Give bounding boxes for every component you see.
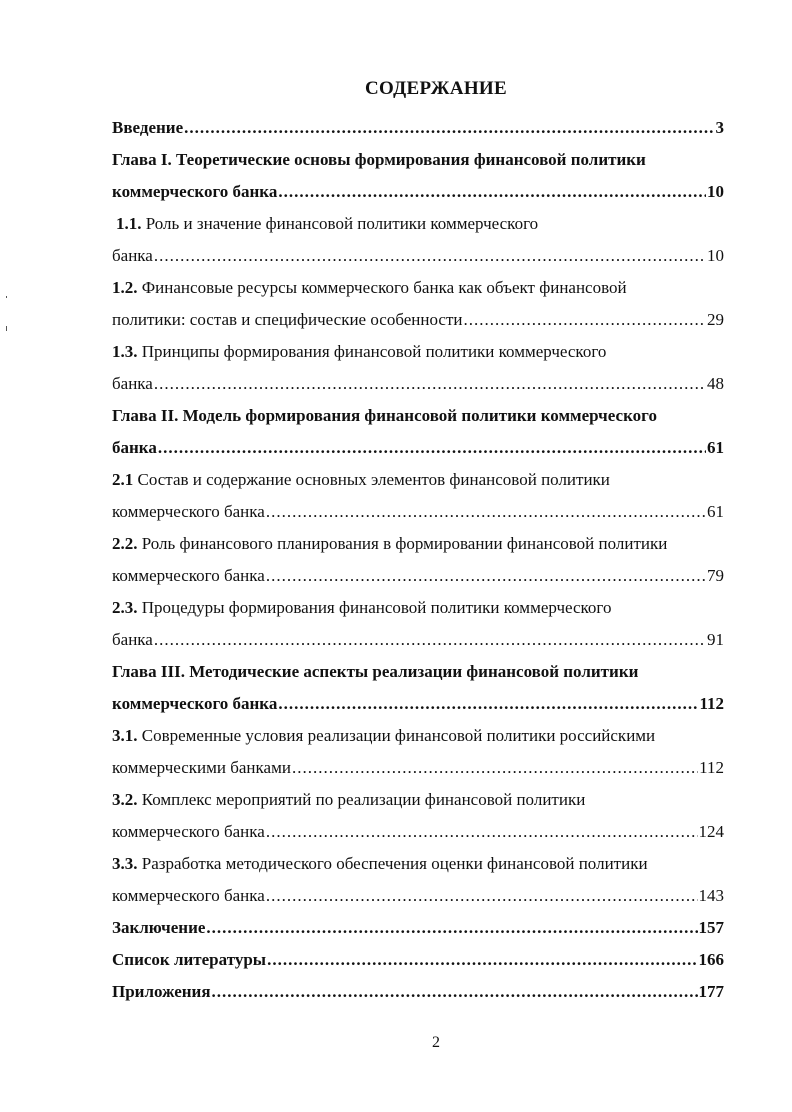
toc-dot-leader bbox=[154, 368, 706, 400]
toc-entry bbox=[112, 304, 724, 336]
toc-dot-leader bbox=[278, 688, 698, 720]
toc-entry-text: коммерческого банка bbox=[112, 502, 265, 521]
toc-entry-text: Процедуры формирования финансовой политики коммерческого bbox=[137, 598, 612, 617]
toc-page-number: 3 bbox=[715, 118, 724, 137]
margin-mark bbox=[6, 326, 7, 331]
toc-entry-text: Роль и значение финансовой политики коммерческого bbox=[141, 214, 539, 233]
table-of-contents bbox=[112, 112, 724, 1008]
toc-entry bbox=[112, 560, 724, 592]
toc-page-number: 112 bbox=[699, 694, 724, 713]
toc-page-number: 91 bbox=[707, 630, 724, 649]
toc-page-number: 29 bbox=[707, 310, 724, 329]
toc-page-number: 10 bbox=[707, 182, 724, 201]
toc-entry-text: банка bbox=[112, 438, 157, 457]
toc-dot-leader bbox=[154, 624, 706, 656]
toc-section-number: 2.3. bbox=[112, 598, 138, 617]
toc-leader-line bbox=[112, 496, 724, 528]
toc-section-number: 1.2. bbox=[112, 278, 138, 297]
toc-entry bbox=[112, 240, 724, 272]
toc-leader-line bbox=[112, 304, 724, 336]
toc-entry-text: банка bbox=[112, 374, 153, 393]
toc-entry bbox=[112, 752, 724, 784]
toc-entry bbox=[112, 368, 724, 400]
toc-entry bbox=[112, 624, 724, 656]
toc-dot-leader bbox=[206, 912, 697, 944]
toc-section-number: 2.1 bbox=[112, 470, 134, 489]
toc-entry-text: Финансовые ресурсы коммерческого банка как объект финансовой bbox=[137, 278, 627, 297]
toc-dot-leader bbox=[266, 560, 706, 592]
toc-page-number: 61 bbox=[707, 502, 724, 521]
toc-dot-leader bbox=[184, 112, 714, 144]
toc-leader-line bbox=[112, 816, 724, 848]
toc-leader-line bbox=[112, 752, 724, 784]
toc-entry-text: Роль финансового планирования в формировании финансовой политики bbox=[137, 534, 668, 553]
toc-dot-leader bbox=[154, 240, 706, 272]
toc-entry-text: Глава III. Методические аспекты реализации финансовой политики bbox=[112, 662, 639, 681]
toc-dot-leader bbox=[212, 976, 698, 1008]
toc-section-number: 3.1. bbox=[112, 726, 138, 745]
toc-leader-line bbox=[112, 880, 724, 912]
toc-entry-text: Список литературы bbox=[112, 950, 267, 969]
toc-entry bbox=[112, 816, 724, 848]
toc-entry-text: Глава I. Теоретические основы формирования финансовой политики bbox=[112, 150, 646, 169]
toc-leader-line bbox=[112, 240, 724, 272]
margin-mark bbox=[6, 296, 7, 298]
toc-leader-line bbox=[112, 912, 724, 944]
toc-entry bbox=[112, 720, 724, 752]
toc-page-number: 112 bbox=[699, 758, 724, 777]
toc-section-number: 3.2. bbox=[112, 790, 138, 809]
toc-entry bbox=[112, 912, 724, 944]
toc-page-number: 48 bbox=[707, 374, 724, 393]
toc-leader-line bbox=[112, 112, 724, 144]
toc-leader-line bbox=[112, 688, 724, 720]
toc-dot-leader bbox=[266, 880, 698, 912]
toc-entry-text: Состав и содержание основных элементов финансовой политики bbox=[133, 470, 610, 489]
toc-leader-line bbox=[112, 624, 724, 656]
toc-entry-text: Современные условия реализации финансовой политики российскими bbox=[137, 726, 656, 745]
toc-section-number: 1.3. bbox=[112, 342, 138, 361]
toc-page-number: 177 bbox=[698, 982, 724, 1001]
toc-leader-line bbox=[112, 976, 724, 1008]
toc-dot-leader bbox=[266, 496, 706, 528]
toc-entry-text: Комплекс мероприятий по реализации финансовой политики bbox=[137, 790, 586, 809]
toc-entry-text: коммерческого банка bbox=[112, 566, 265, 585]
toc-page-number: 157 bbox=[698, 918, 724, 937]
toc-entry bbox=[112, 944, 724, 976]
toc-entry bbox=[112, 656, 724, 688]
toc-section-number: 1.1. bbox=[116, 214, 142, 233]
toc-entry-text: банка bbox=[112, 246, 153, 265]
toc-entry-text: Глава II. Модель формирования финансовой политики коммерческого bbox=[112, 406, 657, 425]
toc-leader-line bbox=[112, 432, 724, 464]
toc-entry bbox=[112, 208, 724, 240]
toc-page-number: 79 bbox=[707, 566, 724, 585]
toc-page-number: 166 bbox=[698, 950, 724, 969]
toc-title: СОДЕРЖАНИЕ bbox=[365, 78, 507, 99]
toc-leader-line bbox=[112, 944, 724, 976]
toc-entry-text: банка bbox=[112, 630, 153, 649]
toc-page-number: 124 bbox=[698, 822, 724, 841]
toc-entry bbox=[112, 528, 724, 560]
toc-leader-line bbox=[112, 560, 724, 592]
toc-entry bbox=[112, 144, 724, 176]
toc-section-number: 3.3. bbox=[112, 854, 138, 873]
toc-entry bbox=[112, 976, 724, 1008]
toc-entry-text: коммерческого банка bbox=[112, 694, 278, 713]
toc-entry bbox=[112, 336, 724, 368]
toc-entry-text: Приложения bbox=[112, 982, 211, 1001]
toc-dot-leader bbox=[278, 176, 706, 208]
toc-page-number: 10 bbox=[707, 246, 724, 265]
toc-entry-text: Введение bbox=[112, 118, 184, 137]
toc-entry-text: коммерческими банками bbox=[112, 758, 291, 777]
toc-leader-line bbox=[112, 368, 724, 400]
toc-dot-leader bbox=[267, 944, 697, 976]
toc-entry bbox=[112, 784, 724, 816]
toc-page-number: 143 bbox=[698, 886, 724, 905]
toc-entry bbox=[112, 432, 724, 464]
toc-entry-text: политики: состав и специфические особенности bbox=[112, 310, 463, 329]
toc-entry bbox=[112, 592, 724, 624]
toc-dot-leader bbox=[292, 752, 698, 784]
toc-entry bbox=[112, 688, 724, 720]
toc-entry bbox=[112, 496, 724, 528]
toc-dot-leader bbox=[266, 816, 698, 848]
toc-section-number: 2.2. bbox=[112, 534, 138, 553]
toc-entry bbox=[112, 272, 724, 304]
toc-entry-text: коммерческого банка bbox=[112, 886, 265, 905]
page-number: 2 bbox=[432, 1034, 440, 1051]
toc-dot-leader bbox=[463, 304, 706, 336]
toc-entry-text: Разработка методического обеспечения оценки финансовой политики bbox=[137, 854, 648, 873]
toc-entry bbox=[112, 176, 724, 208]
toc-entry-text: Заключение bbox=[112, 918, 206, 937]
toc-entry bbox=[112, 464, 724, 496]
toc-entry bbox=[112, 400, 724, 432]
toc-entry-text: коммерческого банка bbox=[112, 822, 265, 841]
toc-entry bbox=[112, 880, 724, 912]
toc-leader-line bbox=[112, 176, 724, 208]
toc-dot-leader bbox=[158, 432, 706, 464]
toc-entry bbox=[112, 848, 724, 880]
toc-entry bbox=[112, 112, 724, 144]
toc-entry-text: коммерческого банка bbox=[112, 182, 278, 201]
toc-page-number: 61 bbox=[707, 438, 724, 457]
toc-entry-text: Принципы формирования финансовой политики коммерческого bbox=[137, 342, 607, 361]
